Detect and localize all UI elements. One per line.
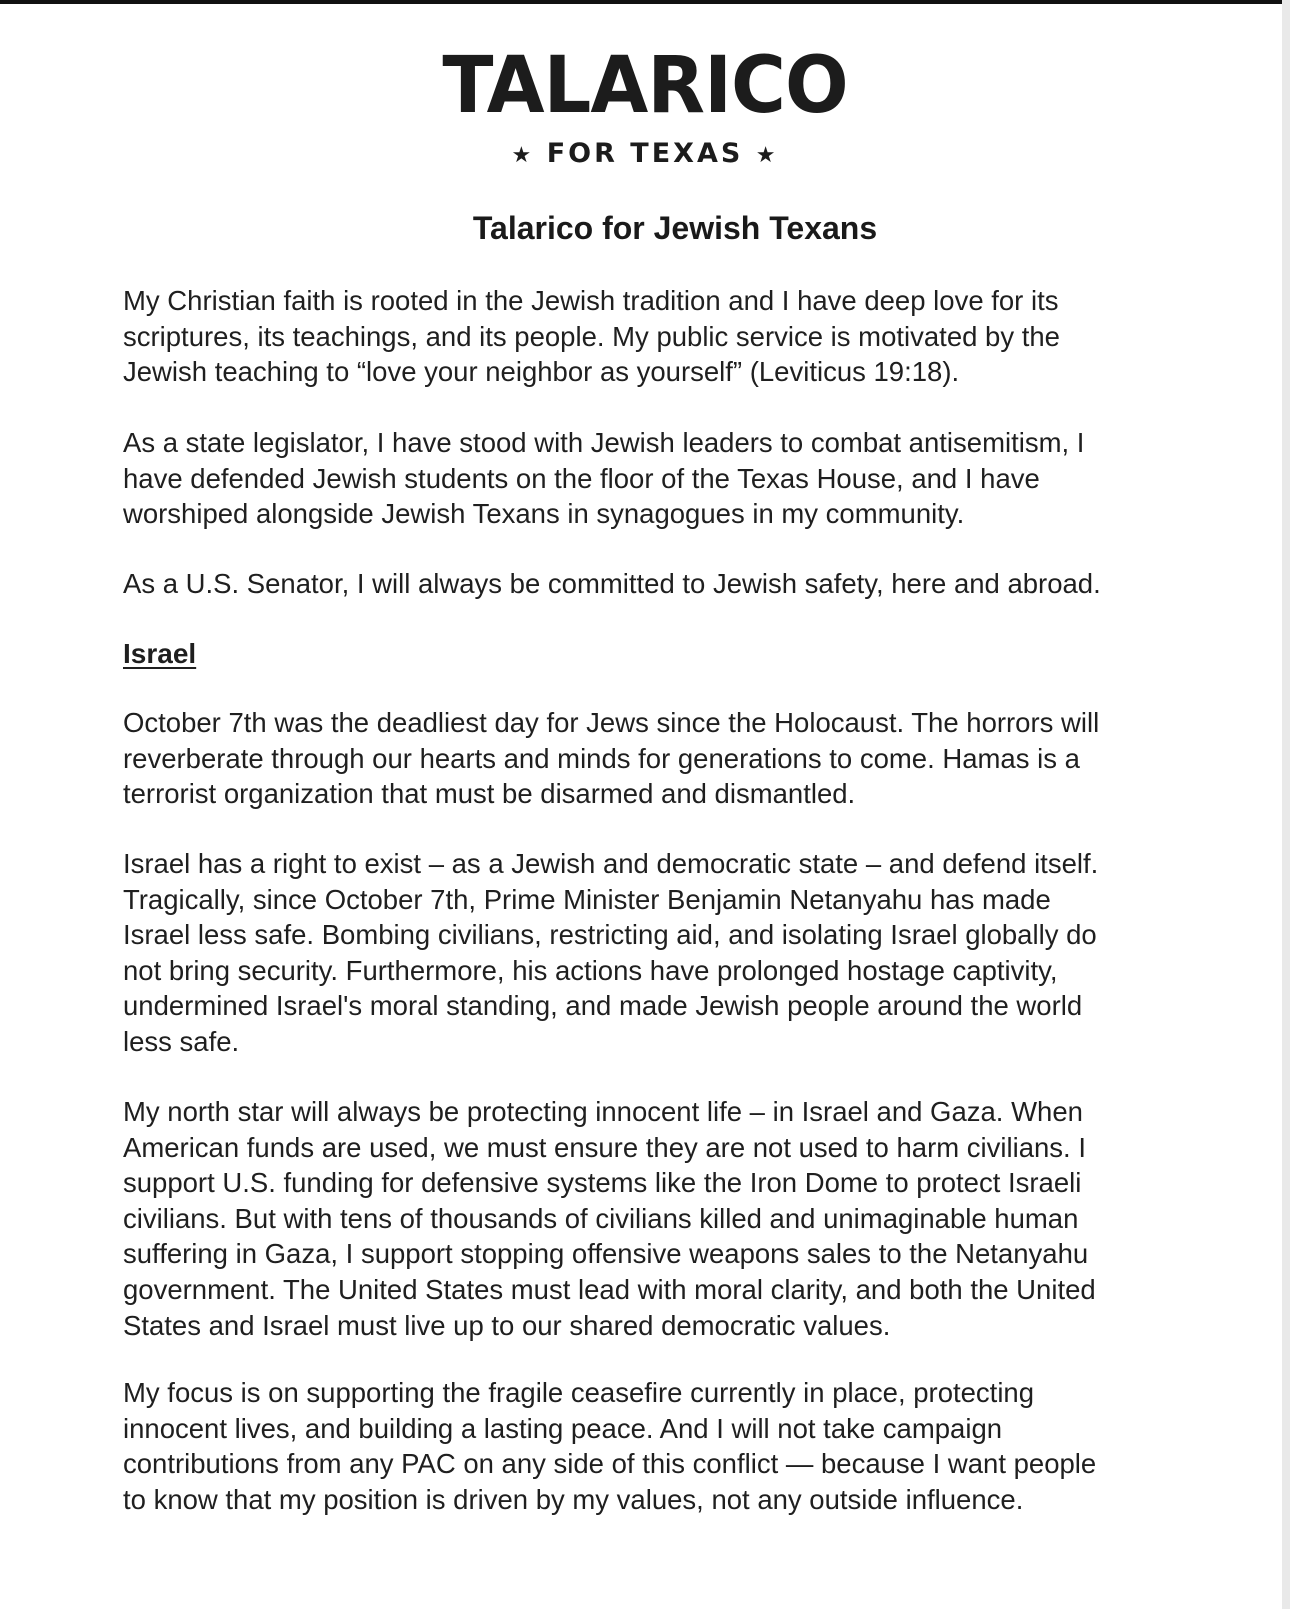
logo-tagline-text: FOR TEXAS	[546, 138, 744, 169]
paragraph-line: terrorist organization that must be disarmed and dismantled.	[123, 778, 856, 810]
star-icon: ★	[755, 143, 779, 168]
paragraph-line: reverberate through our hearts and minds for generations to come. Hamas is a	[123, 742, 1080, 774]
star-icon: ★	[511, 143, 535, 168]
paragraph-line: Israel less safe. Bombing civilians, restricting aid, and isolating Israel globally do	[123, 919, 1097, 951]
paragraph-line: My Christian faith is rooted in the Jewish tradition and I have deep love for its	[123, 285, 1059, 316]
paragraph-ceasefire	[123, 1375, 1223, 1517]
paragraph-legislator	[123, 425, 1223, 532]
paragraph-line: Israel has a right to exist – as a Jewish and democratic state – and defend itself.	[123, 848, 1099, 879]
paragraph-line: My north star will always be protecting innocent life – in Israel and Gaza. When	[123, 1096, 1083, 1127]
paragraph-line: support U.S. funding for defensive systems like the Iron Dome to protect Israeli	[123, 1167, 1082, 1199]
paragraph-line: worshiped alongside Jewish Texans in synagogues in my community.	[123, 498, 965, 530]
paragraph-line: innocent lives, and building a lasting peace. And I will not take campaign	[123, 1412, 1003, 1444]
paragraph-faith	[123, 283, 1223, 390]
paragraph-north-star	[123, 1094, 1223, 1343]
paragraph-line: My focus is on supporting the fragile ceasefire currently in place, protecting	[123, 1377, 1035, 1408]
campaign-logo	[0, 38, 1290, 174]
paragraph-line: have defended Jewish students on the floor of the Texas House, and I have	[123, 462, 1040, 494]
paragraph-line: As a U.S. Senator, I will always be committed to Jewish safety, here and abroad.	[123, 568, 1101, 599]
paragraph-senator	[123, 566, 1223, 602]
paragraph-line: Jewish teaching to “love your neighbor as yourself” (Leviticus 19:18).	[123, 356, 960, 388]
paragraph-line: civilians. But with tens of thousands of civilians killed and unimaginable human	[123, 1202, 1079, 1234]
paragraph-line: undermined Israel's moral standing, and made Jewish people around the world	[123, 990, 1083, 1022]
paragraph-line: to know that my position is driven by my values, not any outside influence.	[123, 1483, 1024, 1515]
paragraph-line: American funds are used, we must ensure they are not used to harm civilians. I	[123, 1131, 1086, 1163]
paragraph-line: suffering in Gaza, I support stopping offensive weapons sales to the Netanyahu	[123, 1238, 1089, 1270]
paragraph-line: October 7th was the deadliest day for Jews since the Holocaust. The horrors will	[123, 707, 1100, 738]
paragraph-line: contributions from any PAC on any side of this conflict — because I want people	[123, 1448, 1097, 1480]
document-title: Talarico for Jewish Texans	[472, 210, 878, 246]
logo-tagline	[0, 136, 1290, 174]
paragraph-line: not bring security. Furthermore, his actions have prolonged hostage captivity,	[123, 954, 1058, 986]
section-heading-israel: Israel	[123, 638, 197, 669]
paragraph-october-7	[123, 705, 1223, 812]
paragraph-line: government. The United States must lead with moral clarity, and both the United	[123, 1273, 1096, 1305]
paragraph-line: Tragically, since October 7th, Prime Minister Benjamin Netanyahu has made	[123, 883, 1051, 915]
paragraph-line: States and Israel must live up to our shared democratic values.	[123, 1309, 891, 1341]
paragraph-line: less safe.	[123, 1025, 240, 1057]
paragraph-line: scriptures, its teachings, and its people. My public service is motivated by the	[123, 320, 1060, 352]
paragraph-right-to-exist	[123, 846, 1223, 1060]
top-border	[0, 0, 1290, 4]
logo-name: TALARICO	[442, 41, 848, 131]
paragraph-line: As a state legislator, I have stood with Jewish leaders to combat antisemitism, I	[123, 427, 1085, 458]
